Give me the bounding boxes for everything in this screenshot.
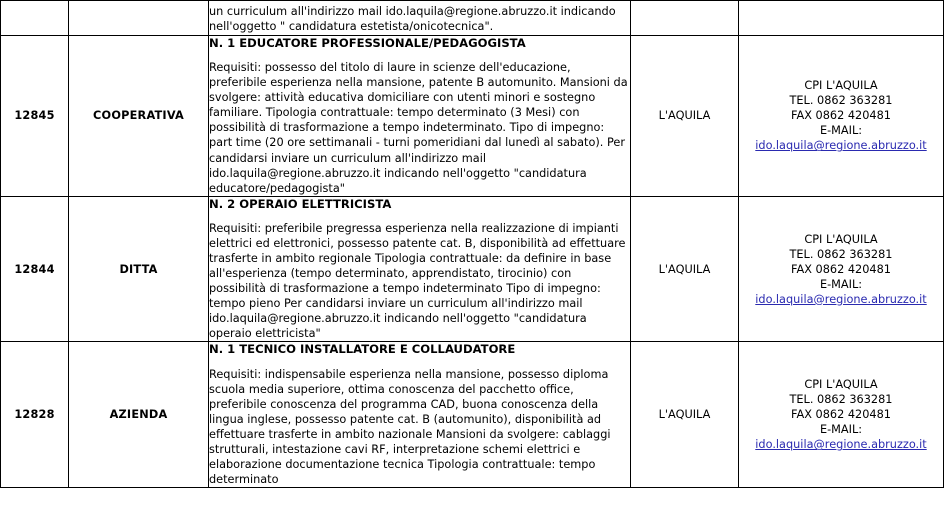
cell-description: [209, 1, 631, 36]
contact-fax: FAX 0862 420481: [791, 109, 891, 123]
contact-office: CPI L'AQUILA: [804, 79, 878, 93]
job-description-text: Requisiti: indispensabile esperienza nella mansione, possesso diploma scuola media superiore, ottima conoscenza del pacchetto office, preferibile conoscenza del programma CAD, buona conoscenza della lingua inglese, possesso patente cat. B (automunito), disponibilità ad effettuare trasferte in ambito nazionale Mansioni da svolgere: cablaggi strutturali, intestazione cavi RF, interpretazione schemi elettrici e elaborazione documentazione tecnica Tipologia contrattuale: tempo determinato: [209, 367, 611, 487]
table-row: [1, 36, 944, 197]
contact-email-label: E-MAIL:: [819, 277, 863, 291]
table-body: [1, 1, 944, 488]
contact-email-link[interactable]: ido.laquila@regione.abruzzo.it: [755, 139, 927, 153]
contact-tel: TEL. 0862 363281: [789, 393, 893, 407]
cell-contact: [739, 196, 944, 342]
cell-record-id: 12844: [1, 196, 69, 342]
cell-location: L'AQUILA: [631, 196, 739, 342]
cell-location: L'AQUILA: [631, 342, 739, 488]
cell-company-type: [69, 1, 209, 36]
contact-fax: FAX 0862 420481: [791, 262, 891, 276]
cell-contact: [739, 342, 944, 488]
contact-office: CPI L'AQUILA: [804, 378, 878, 392]
contact-email-label: E-MAIL:: [819, 124, 863, 138]
cell-company-type: COOPERATIVA: [69, 36, 209, 197]
cell-record-id: [1, 1, 69, 36]
cell-company-type: AZIENDA: [69, 342, 209, 488]
cell-record-id: 12845: [1, 36, 69, 197]
contact-tel: TEL. 0862 363281: [789, 94, 893, 108]
contact-fax: FAX 0862 420481: [791, 408, 891, 422]
table-row: [1, 196, 944, 342]
job-title: N. 2 OPERAIO ELETTRICISTA: [209, 196, 392, 211]
contact-office: CPI L'AQUILA: [804, 232, 878, 246]
job-description-text: un curriculum all'indirizzo mail ido.laquila@regione.abruzzo.it indicando nell'oggetto " candidatura estetista/onicotecnica".: [209, 4, 616, 33]
cell-description: [209, 342, 631, 488]
job-title: N. 1 TECNICO INSTALLATORE E COLLAUDATORE: [209, 342, 516, 357]
cell-description: [209, 36, 631, 197]
contact-email-link[interactable]: ido.laquila@regione.abruzzo.it: [755, 438, 927, 452]
cell-contact: [739, 36, 944, 197]
cell-contact: [739, 1, 944, 36]
job-description-text: Requisiti: preferibile pregressa esperienza nella realizzazione di impianti elettrici ed elettronici, possesso patente cat. B, disponibilità ad effettuare trasferte in ambito regionale Tipologia contrattuale: da definire in base all'esperienza (tempo determinato, apprendistato, tirocinio) con possibilità di trasformazione a tempo indeterminato Tipo di impegno: tempo pieno Per candidarsi inviare un curriculum all'indirizzo mail ido.laquila@regione.abruzzo.it indicando nell'oggetto "candidatura operaio elettricista": [209, 221, 626, 341]
cell-record-id: 12828: [1, 342, 69, 488]
cell-location: L'AQUILA: [631, 36, 739, 197]
cell-company-type: DITTA: [69, 196, 209, 342]
job-title: N. 1 EDUCATORE PROFESSIONALE/PEDAGOGISTA: [209, 36, 526, 50]
cell-location: [631, 1, 739, 36]
cell-description: [209, 196, 631, 342]
table-row: [1, 1, 944, 36]
contact-email-link[interactable]: ido.laquila@regione.abruzzo.it: [755, 292, 927, 306]
contact-email-label: E-MAIL:: [819, 423, 863, 437]
table-row: [1, 342, 944, 488]
contact-tel: TEL. 0862 363281: [789, 247, 893, 261]
job-description-text: Requisiti: possesso del titolo di laure in scienze dell'educazione, preferibile esperienza nella mansione, patente B automunito. Mansioni da svolgere: attività educativa domiciliare con utenti minori e sostegno familiare. Tipologia contrattuale: tempo determinato (3 Mesi) con possibilità di trasformazione a tempo indeterminato. Tipo di impegno: part time (20 ore settimanali - turni pomeridiani dal lunedì al sabato). Per candidarsi inviare un curriculum all'indirizzo mail ido.laquila@regione.abruzzo.it indicando nell'oggetto "candidatura educatore/pedagogista": [209, 61, 628, 195]
